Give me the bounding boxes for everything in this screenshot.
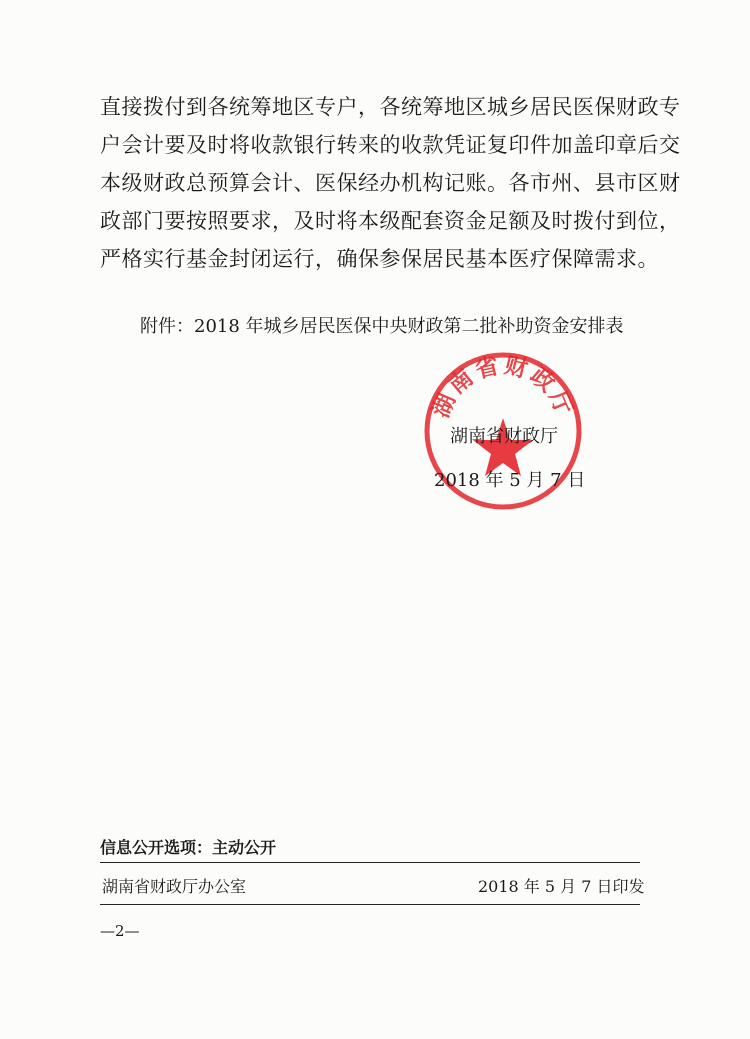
body-line: 严格实行基金封闭运行，确保参保居民基本医疗保障需求。 — [100, 247, 659, 271]
attachment-note: 附件：2018 年城乡居民医保中央财政第二批补助资金安排表 — [140, 316, 624, 337]
disclosure-option: 信息公开选项：主动公开 — [100, 838, 277, 857]
body-line: 直接拨付到各统筹地区专户，各统筹地区城乡居民医保财政专 — [100, 95, 681, 119]
svg-text:湖南省财政厅 — [428, 352, 578, 422]
page-number: —2— — [100, 922, 140, 940]
seal-text: 湖南省财政厅 — [428, 352, 578, 422]
body-line: 本级财政总预算会计、医保经办机构记账。各市州、县市区财 — [100, 171, 681, 195]
issue-date: 2018 年 5 月 7 日 — [434, 470, 586, 491]
body-line: 户会计要及时将收款银行转来的收款凭证复印件加盖印章后交 — [100, 133, 681, 157]
printed-date: 2018 年 5 月 7 日印发 — [478, 877, 645, 896]
issuer-name: 湖南省财政厅 — [450, 426, 558, 447]
footer-divider-top — [100, 862, 640, 863]
issuing-office: 湖南省财政厅办公室 — [102, 877, 247, 896]
footer-divider-bottom — [100, 904, 640, 905]
body-paragraph — [100, 88, 681, 278]
body-line: 政部门要按照要求，及时将本级配套资金足额及时拨付到位， — [100, 209, 681, 233]
